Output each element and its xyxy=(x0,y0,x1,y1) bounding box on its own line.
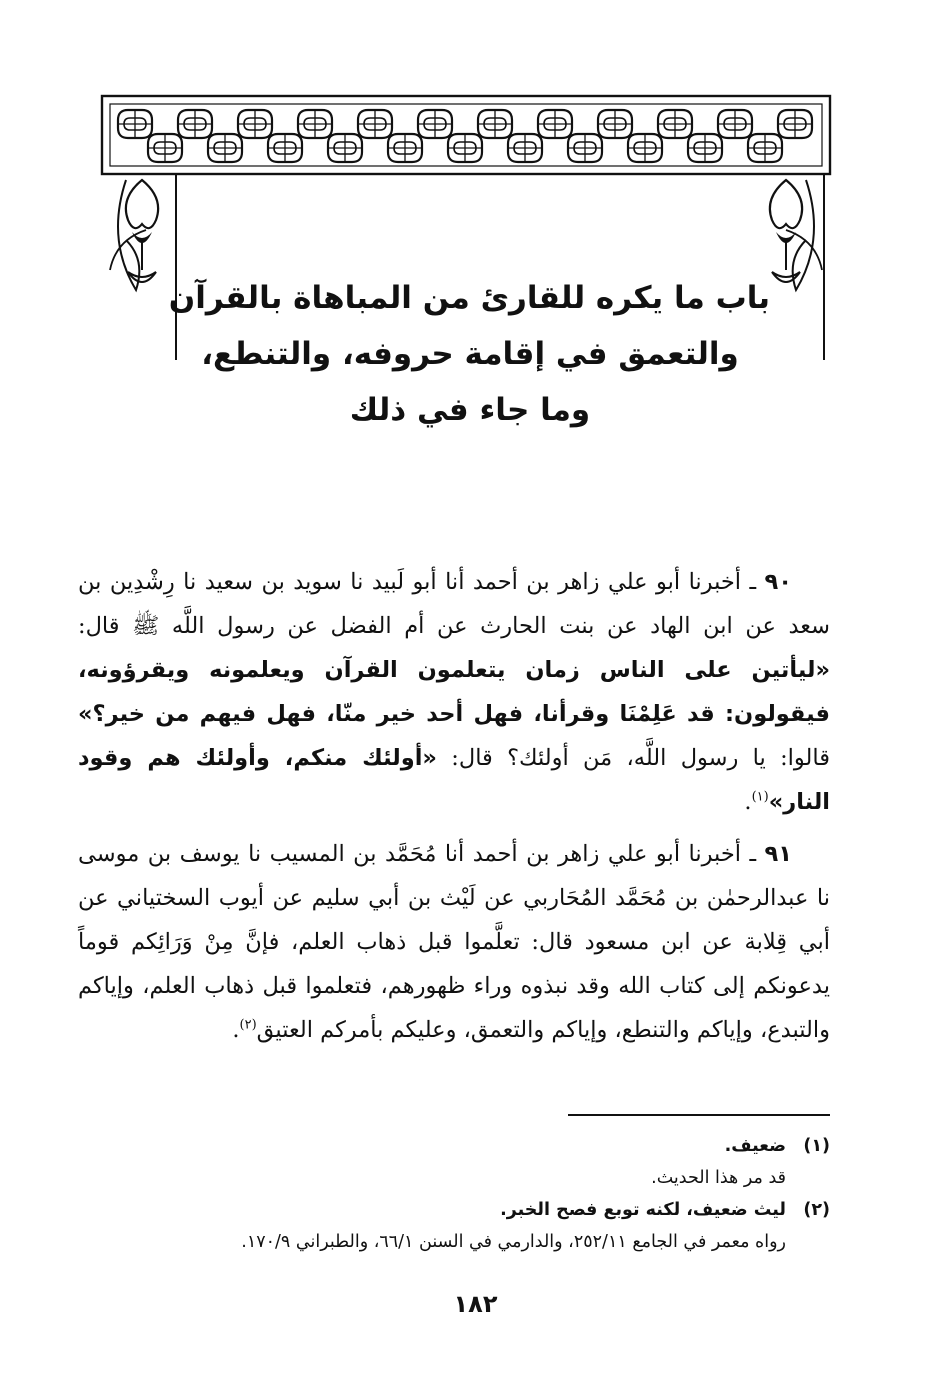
chapter-title-line-2: والتعمق في إقامة حروفه، والتنطع، xyxy=(201,336,739,372)
footnote-label: ضعيف. xyxy=(724,1136,786,1156)
footnote-reference: (١) xyxy=(751,789,769,805)
chapter-title-line-3: وما جاء في ذلك xyxy=(349,392,591,428)
footnotes xyxy=(118,1130,830,1258)
hadith-90 xyxy=(78,560,830,824)
main-text xyxy=(78,560,830,1060)
footnote-mark: (٢) xyxy=(803,1200,830,1220)
footnote-2-text: رواه معمر في الجامع ٢٥٢/١١، والدارمي في السنن ٦٦/١، والطبراني ١٧٠/٩. xyxy=(241,1232,786,1252)
hadith-91 xyxy=(78,832,830,1052)
hadith-number: ٩١ xyxy=(764,841,792,867)
sentence-end: . xyxy=(744,789,752,815)
hadith-separator: ـ xyxy=(741,841,765,867)
footnote-divider xyxy=(568,1114,830,1116)
hadith-text: أخبرنا أبو علي زاهر بن أحمد أنا مُحَمَّد بن المسيب نا يوسف بن موسى نا عبدالرحمٰن بن مُحَمَّد المُحَاربي عن لَيْث بن أبي سليم عن أيوب السختياني عن أبي قِلابة عن ابن مسعود قال: تعلَّموا قبل ذهاب العلم، فإنَّ مِنْ وَرَائِكم قوماً يدعونكم إلى كتاب الله وقد نبذوه وراء ظهورهم، فتعلموا قبل ذهاب العلم، وإياكم والتبدع، وإياكم والتنطع، وإياكم والتعمق، وعليكم بأمركم العتيق xyxy=(78,841,830,1043)
footnote-label: ليث ضعيف، لكنه توبع فصح الخبر. xyxy=(500,1200,786,1220)
hadith-matn-part-2: «أولئك منكم، وأولئك هم وقود النار» xyxy=(78,745,830,815)
hadith-number: ٩٠ xyxy=(764,569,792,595)
footnote-2 xyxy=(118,1194,830,1226)
footnote-mark: (١) xyxy=(803,1136,830,1156)
page-number: ١٨٢ xyxy=(453,1290,498,1318)
chapter-title-line-1: باب ما يكره للقارئ من المباهاة بالقرآن xyxy=(168,280,770,316)
hadith-isnad: أخبرنا أبو علي زاهر بن أحمد أنا أبو لَبيد نا سويد بن سعيد نا رِشْدِين بن سعد عن ابن الهاد عن بنت الحارث عن أم الفضل عن رسول اللَّه ﷺ قال: xyxy=(78,569,830,639)
footnote-1 xyxy=(118,1130,830,1162)
hadith-narration: قالوا: يا رسول اللَّه، مَن أولئك؟ قال: xyxy=(436,745,830,771)
footnote-1-text: قد مر هذا الحديث. xyxy=(651,1168,786,1188)
sentence-end: . xyxy=(232,1017,240,1043)
hadith-separator: ـ xyxy=(741,569,765,595)
hadith-matn-part-1: «ليأتين على الناس زمان يتعلمون القرآن ويعلمونه ويقرؤونه، فيقولون: قد عَلِمْنَا وقرأنا، فهل أحد خير منّا، فهل فيهم من خير؟» xyxy=(78,657,830,727)
chapter-title xyxy=(170,270,770,438)
footnote-reference: (٢) xyxy=(239,1017,257,1033)
